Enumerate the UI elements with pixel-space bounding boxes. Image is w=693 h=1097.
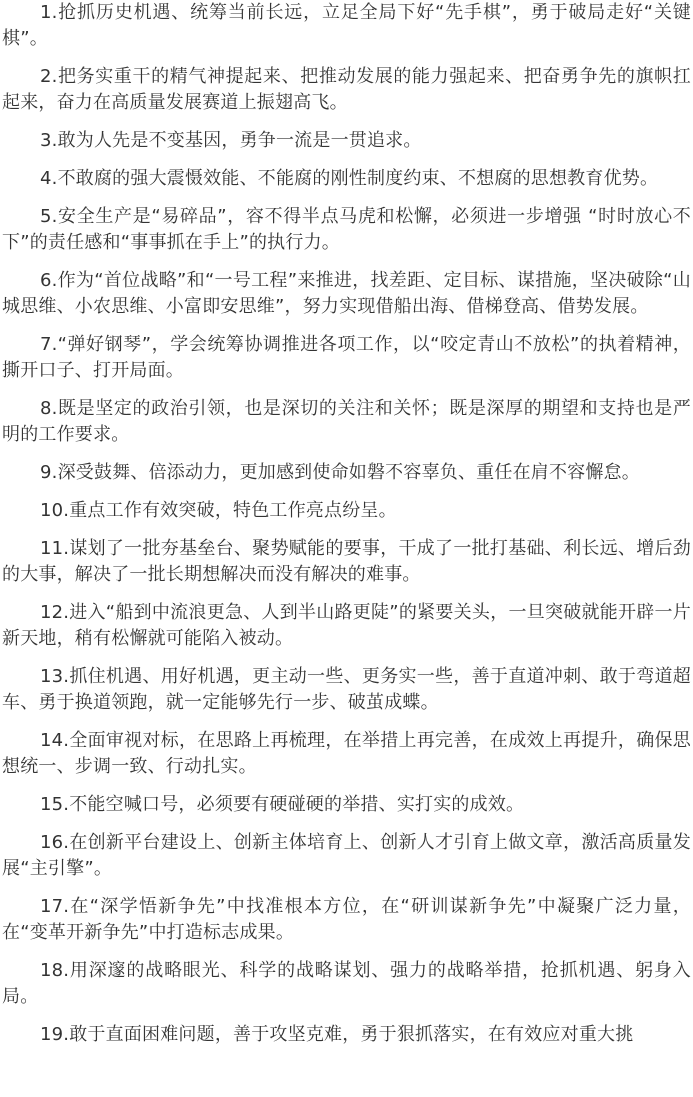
paragraph-1: 1.抢抓历史机遇、统筹当前长远，立足全局下好“先手棋”，勇于破局走好“关键棋”。 bbox=[2, 2, 691, 49]
paragraph-3: 3.敢为人先是不变基因，勇争一流是一贯追求。 bbox=[40, 130, 422, 151]
paragraph-17: 17.在“深学悟新争先”中找准根本方位，在“研训谋新争先”中凝聚广泛力量，在“变革开新争先”中打造标志成果。 bbox=[2, 896, 691, 943]
paragraph-18: 18.用深邃的战略眼光、科学的战略谋划、强力的战略举措，抢抓机遇、躬身入局。 bbox=[2, 960, 691, 1007]
paragraph-19: 19.敢于直面困难问题，善于攻坚克难，勇于狠抓落实，在有效应对重大挑 bbox=[40, 1024, 634, 1045]
paragraph-4: 4.不敢腐的强大震慑效能、不能腐的刚性制度约束、不想腐的思想教育优势。 bbox=[40, 168, 659, 189]
paragraph-10: 10.重点工作有效突破，特色工作亮点纷呈。 bbox=[40, 500, 397, 521]
paragraph-2: 2.把务实重干的精气神提起来、把推动发展的能力强起来、把奋勇争先的旗帜扛起来，奋力在高质量发展赛道上振翅高飞。 bbox=[2, 66, 691, 113]
paragraph-14: 14.全面审视对标，在思路上再梳理，在举措上再完善，在成效上再提升，确保思想统一、步调一致、行动扎实。 bbox=[2, 730, 691, 777]
paragraph-6: 6.作为“首位战略”和“一号工程”来推进，找差距、定目标、谋措施，坚决破除“山城思维、小农思维、小富即安思维”，努力实现借船出海、借梯登高、借势发展。 bbox=[2, 270, 691, 317]
paragraph-16: 16.在创新平台建设上、创新主体培育上、创新人才引育上做文章，激活高质量发展“主引擎”。 bbox=[2, 832, 691, 879]
paragraph-8: 8.既是坚定的政治引领，也是深切的关注和关怀；既是深厚的期望和支持也是严明的工作要求。 bbox=[2, 398, 691, 445]
paragraph-7: 7.“弹好钢琴”，学会统筹协调推进各项工作，以“咬定青山不放松”的执着精神，撕开口子、打开局面。 bbox=[2, 334, 691, 381]
paragraph-11: 11.谋划了一批夯基垒台、聚势赋能的要事，干成了一批打基础、利长远、增后劲的大事，解决了一批长期想解决而没有解决的难事。 bbox=[2, 538, 691, 585]
paragraph-5: 5.安全生产是“易碎品”，容不得半点马虎和松懈，必须进一步增强 “时时放心不下”的责任感和“事事抓在手上”的执行力。 bbox=[2, 206, 691, 253]
paragraph-12: 12.进入“船到中流浪更急、人到半山路更陡”的紧要关头，一旦突破就能开辟一片新天地，稍有松懈就可能陷入被动。 bbox=[2, 602, 691, 649]
paragraph-13: 13.抓住机遇、用好机遇，更主动一些、更务实一些，善于直道冲刺、敢于弯道超车、勇于换道领跑，就一定能够先行一步、破茧成蝶。 bbox=[2, 666, 691, 713]
paragraph-15: 15.不能空喊口号，必须要有硬碰硬的举措、实打实的成效。 bbox=[40, 794, 525, 815]
paragraph-9: 9.深受鼓舞、倍添动力，更加感到使命如磐不容辜负、重任在肩不容懈怠。 bbox=[40, 462, 640, 483]
